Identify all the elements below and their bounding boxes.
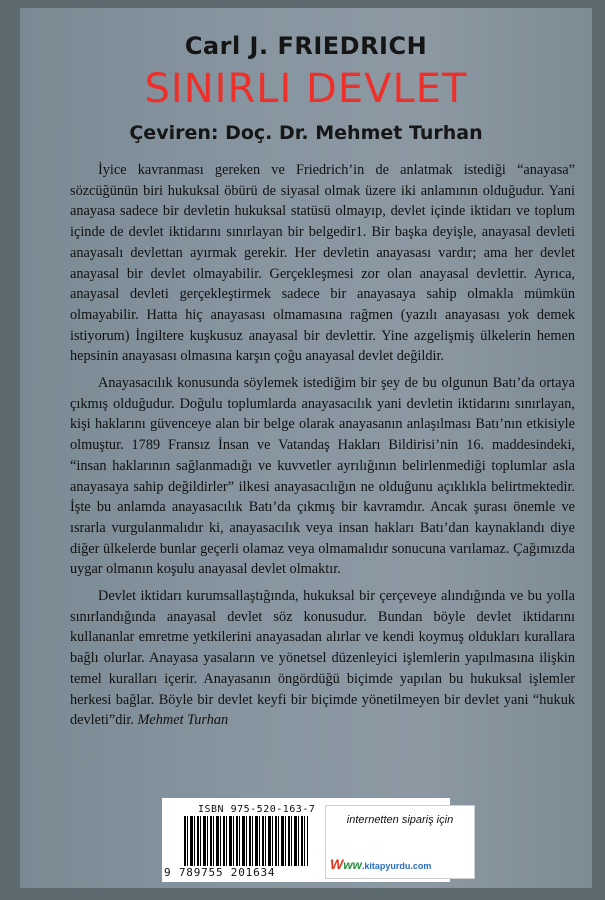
blurb-paragraph-1: İyice kavranması gereken ve Friedrich’in de anlatmak istediği “anayasa” sözcüğünün biri hukuksal öbürü de siyasal olmak üzere iki anlamının olduğudur. Yani anayasa sadece bir devletin hukuksal statüsü olmayıp, devlet içinde iktidarı ve toplum içinde de devlet iktidarını sınırlayan bir belgedir1. Bir başka deyişle, anayasal devleti anayasalı devlettan ayırmak gerekir. Her devletin anayasası vardır; ama her devlet anayasal bir devlet olmayabilir. Gerçekleşmesi zor olan anayasal devlettir. Ayrıca, anayasal devleti gerçekleştirmek sadece bir anayasaya sahip olmakla mümkün olmayabilir. Hatta hiç anayasası olmamasına rağmen (yazılı anayasası yok demek istiyorum) İngiltere kuşkusuz anayasal bir devlettir. Yine azgelişmiş ülkelerin hemen hepsinin anayasası olmasına karşın çoğu anayasal devlet değildir. (70, 162, 575, 365)
signature: Mehmet Turhan (137, 712, 229, 729)
barcode-number: 9 789755 201634 (164, 866, 276, 879)
book-title: SINIRLI DEVLET (144, 66, 468, 112)
online-order-sticker (325, 805, 475, 879)
kitapyurdu-logo (330, 856, 470, 872)
logo-w-red: W (330, 856, 344, 872)
logo-ww-green: ww (343, 858, 362, 872)
barcode-bars (184, 816, 308, 866)
blurb-paragraph-3-text: Devlet iktidarı kurumsallaştığında, hukuksal bir çerçeveye alındığında ve bu yolla sınırlandığında anayasal devlet söz konusudur. Bundan böyle devlet iktidarını kullananlar emretme yetkilerini anayasadan alırlar ve kendi koymuş oldukları kurallara bağlı olurlar. Anayasa yasaların ve yönetsel düzenleyici işlemlerin yapılmasına ilişkin temel kuralları içerir. Anayasanın öngördüğü biçimde yapılan bu hukuksal işlemler herkesi bağlar. Böyle bir devlet keyfi bir biçimde yönetilmeyen bir devlet yani “hukuk devleti”dir. (70, 588, 575, 729)
blurb-paragraph-2: Anayasacılık konusunda söylemek istediğim bir şey de bu olgunun Batı’da ortaya çıkmış olduğudur. Doğulu toplumlarda anayasacılık yani devletin iktidarını sınırlayan, kişi haklarını güvenceye alan bir belge olarak anayasanın anlaşılması Batı’nın etkisiyle olmuştur. 1789 Fransız İnsan ve Vatandaş Hakları Bildirisi’nin 16. maddesindeki, “insan haklarının sağlanmadığı ve kuvvetler ayrılığının belirlenmediği toplumlar asla anayasaya sahip değildirler” ilkesi anayasacılığın ne olduğunu açıklıkla belirtmektedir. İşte bu anlamda anayasacılık Batı’da çıkmış bir kavramdır. Ancak şurası önemle ve ısrarla vurgulanmalıdır ki, anayasacılık veya insan hakları Batı’dan kaynaklandı diye diğer ülkelerde bunlar geçerli olamaz veya olmamalıdır sonucuna varılamaz. Çağımızda uygar olmanın koşulu anayasal devlet olmaktır. (70, 375, 575, 578)
blurb-text (70, 160, 575, 737)
order-text: internetten sipariş için (346, 814, 454, 826)
isbn-text: ISBN 975-520-163-7 (198, 804, 316, 815)
blurb-paragraph-3 (70, 586, 575, 731)
author-name: Carl J. FRIEDRICH (184, 32, 428, 60)
translator-credit: Çeviren: Doç. Dr. Mehmet Turhan (129, 122, 483, 144)
back-cover (20, 8, 592, 888)
logo-domain: .kitapyurdu.com (361, 861, 432, 871)
